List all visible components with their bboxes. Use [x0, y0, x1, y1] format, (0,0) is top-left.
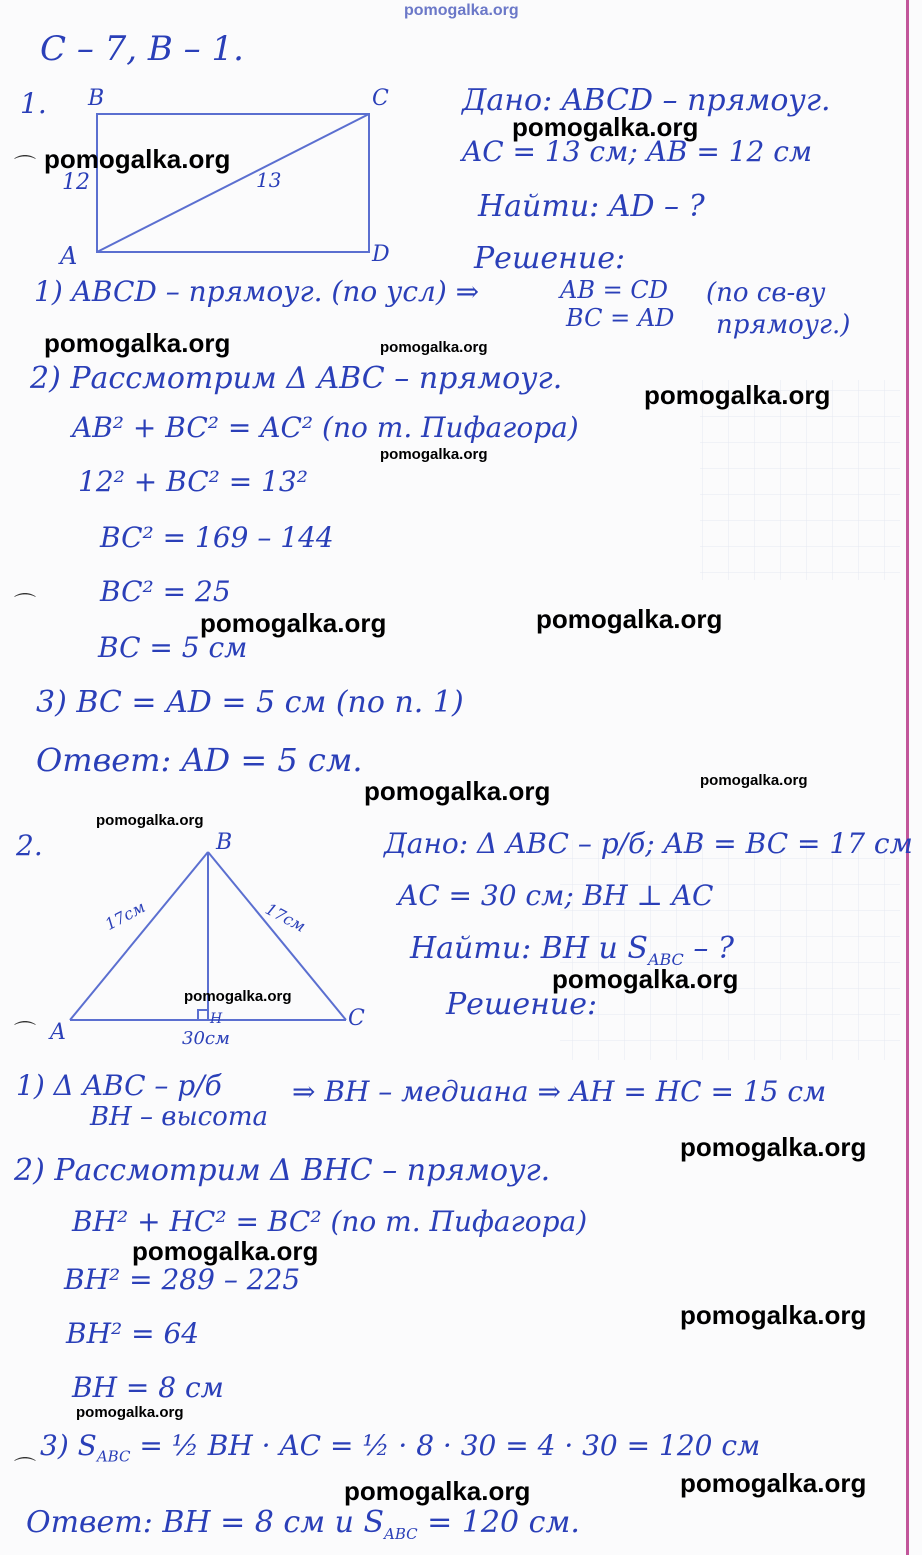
task1-number: 1. — [20, 87, 47, 120]
watermark: pomogalka.org — [536, 604, 723, 634]
watermark: pomogalka.org — [364, 776, 551, 806]
punch-hole-icon: ⌒ — [14, 155, 37, 180]
task2-eq3: BH² = 64 — [66, 1317, 200, 1350]
vertex-b2: B — [216, 830, 233, 855]
side-ab-label: 12 — [62, 170, 90, 195]
task1-step2: 2) Рассмотрим Δ ABC – прямоуг. — [30, 361, 563, 396]
task1-step3: 3) BC = AD = 5 см (по п. 1) — [36, 685, 464, 720]
vertex-c: C — [372, 86, 389, 111]
task1-find: Найти: AD – ? — [478, 189, 705, 224]
task2-given-1: Дано: Δ ABC – р/б; AB = BC = 17 см — [384, 827, 913, 860]
watermark: pomogalka.org — [680, 1468, 867, 1498]
task1-eq5: BC = 5 см — [98, 631, 248, 664]
watermark: pomogalka.org — [380, 339, 488, 356]
watermark: pomogalka.org — [184, 988, 292, 1005]
task2-step1: 1) Δ ABC – р/б — [16, 1069, 222, 1102]
watermark: pomogalka.org — [344, 1476, 531, 1506]
task2-step1-conclusion: ⇒ BH – медиана ⇒ AH = HC = 15 см — [292, 1075, 827, 1108]
watermark: pomogalka.org — [680, 1300, 867, 1330]
watermark: pomogalka.org — [200, 608, 387, 638]
task1-step1-eq2: BC = AD — [566, 304, 675, 332]
task2-step1-b: BH – высота — [90, 1102, 268, 1132]
task2-solution-title: Решение: — [446, 987, 598, 1022]
watermark: pomogalka.org — [700, 772, 808, 789]
vertex-a2: A — [50, 1020, 66, 1045]
watermark: pomogalka.org — [644, 380, 831, 410]
watermark: pomogalka.org — [76, 1404, 184, 1421]
punch-hole-icon: ⌒ — [14, 593, 37, 618]
watermark: pomogalka.org — [132, 1236, 319, 1266]
vertex-b: B — [88, 86, 105, 111]
watermark: pomogalka.org — [44, 144, 231, 174]
task2-step3: 3) $S_{ABC}$ = ½ BH · AC = ½ · 8 · 30 = 4 · 30 = 120 см — [40, 1429, 761, 1466]
watermark: pomogalka.org — [552, 964, 739, 994]
task2-answer: Ответ: BH = 8 см и $S_{ABC} = 120$ см. — [26, 1505, 580, 1543]
task1-eq4: BC² = 25 — [100, 575, 231, 608]
task2-given-2: AC = 30 см; BH ⊥ AC — [398, 879, 714, 912]
task1-given-1: Дано: ABCD – прямоуг. — [462, 83, 831, 118]
task2-eq4: BH = 8 см — [72, 1371, 224, 1404]
side-ab2-label: 17см — [101, 897, 149, 934]
task2-eq2: BH² = 289 – 225 — [64, 1263, 301, 1296]
task2-number: 2. — [16, 829, 43, 862]
task1-step1-reason1: (по св-ву — [706, 278, 826, 308]
watermark: pomogalka.org — [512, 112, 699, 142]
task1-solution-title: Решение: — [474, 241, 626, 276]
task1-step1-reason2: прямоуг.) — [716, 310, 851, 340]
foot-h: H — [210, 1011, 223, 1027]
watermark: pomogalka.org — [380, 446, 488, 463]
watermark: pomogalka.org — [680, 1132, 867, 1162]
task1-eq2: 12² + BC² = 13² — [78, 465, 308, 498]
vertex-a: A — [60, 242, 78, 270]
watermark: pomogalka.org — [96, 812, 204, 829]
task1-eq3: BC² = 169 – 144 — [100, 521, 334, 554]
vertex-c2: C — [348, 1006, 365, 1031]
base-ac2-label: 30см — [182, 1028, 230, 1049]
side-bc2-label: 17см — [262, 899, 309, 936]
punch-hole-icon: ⌒ — [14, 1457, 37, 1482]
watermark: pomogalka.org — [44, 328, 231, 358]
punch-hole-icon: ⌒ — [14, 1021, 37, 1046]
vertex-d: D — [372, 242, 390, 267]
task1-step1-eq1: AB = CD — [560, 276, 668, 304]
variant-header: С – 7, В – 1. — [40, 29, 244, 69]
top-watermark: pomogalka.org — [404, 2, 519, 19]
task1-eq1: AB² + BC² = AC² (по т. Пифагора) — [72, 411, 579, 444]
task2-find: Найти: BH и $S_{ABC}$ – ? — [410, 931, 734, 969]
diagonal-ac-label: 13 — [256, 168, 282, 192]
task1-given-2: AC = 13 см; AB = 12 см — [462, 135, 813, 168]
task1-answer: Ответ: AD = 5 см. — [36, 741, 363, 779]
task2-eq1: BH² + HC² = BC² (по т. Пифагора) — [72, 1205, 588, 1238]
task1-step1: 1) ABCD – прямоуг. (по усл) ⇒ — [34, 275, 480, 308]
task2-step2: 2) Рассмотрим Δ BHC – прямоуг. — [14, 1153, 551, 1188]
